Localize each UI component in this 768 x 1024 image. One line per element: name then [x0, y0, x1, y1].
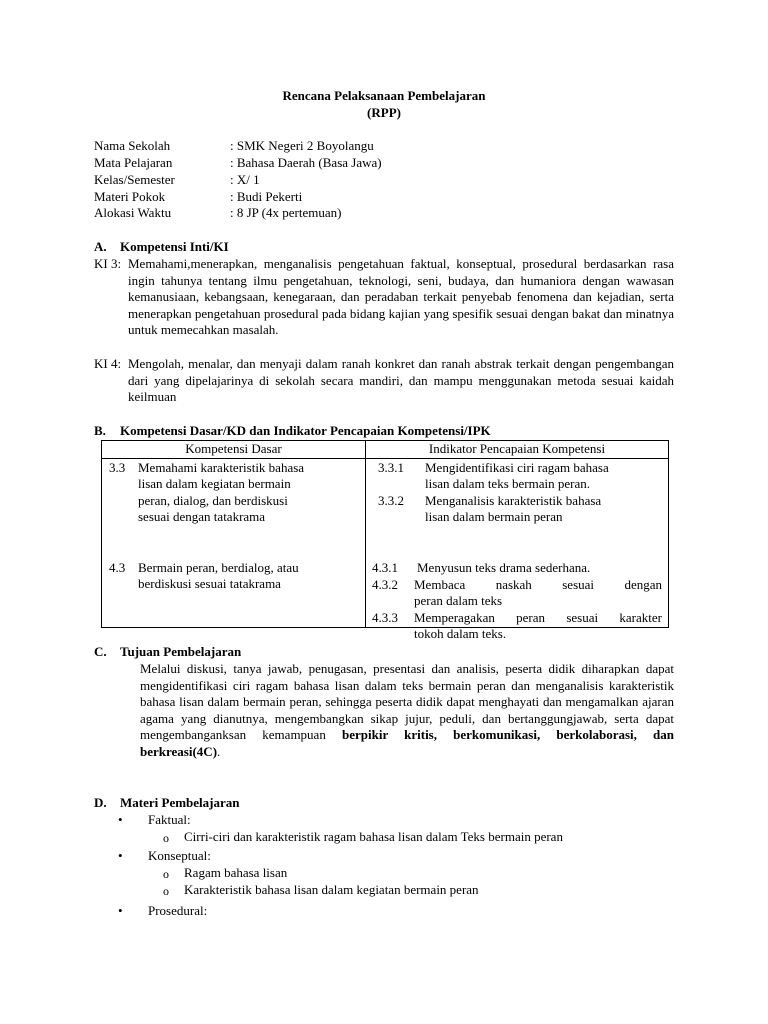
identity-value: : X/ 1: [230, 172, 260, 187]
tujuan-paragraph: [140, 661, 674, 760]
ipk-cell: [366, 458, 669, 641]
ipk-item: [378, 493, 663, 526]
ipk-item: [372, 577, 662, 610]
identity-value: : Bahasa Daerah (Basa Jawa): [230, 155, 382, 170]
ipk-line: Memperagakan peran sesuai karakter: [414, 609, 662, 625]
bullet-icon: •: [118, 812, 123, 827]
table-header-ipk: Indikator Pencapaian Kompetensi: [366, 441, 669, 459]
ipk-line: lisan dalam teks bermain peran.: [425, 476, 590, 491]
ki4-paragraph: [94, 356, 674, 406]
ipk-number: 4.3.3: [372, 609, 398, 625]
section-letter: C.: [94, 644, 107, 659]
identity-value: : SMK Negeri 2 Boyolangu: [230, 138, 374, 153]
tujuan-end: .: [217, 743, 221, 759]
ipk-item: [378, 460, 663, 493]
section-title: Kompetensi Dasar/KD dan Indikator Pencapaian Kompetensi/IPK: [120, 423, 491, 438]
ipk-number: 4.3.2: [372, 576, 398, 592]
ipk-line: peran dalam teks: [414, 593, 503, 608]
ipk-number: 4.3.1: [372, 559, 398, 575]
ipk-number: 3.3.2: [378, 492, 404, 508]
identity-value: : 8 JP (4x pertemuan): [230, 205, 342, 220]
ki3-text: Memahami,menerapkan, menganalisis pengetahuan faktual, konseptual, prosedural berdasarkan rasa ingin tahunya tentang ilmu pengetahuan, teknologi, seni, budaya, dan humaniora dengan wawasan kemanusiaan, kebangsaan, kenegaraan, dan peradaban terkait penyebab fenomena dan kejadian, serta menerapkan pengetahuan prosedural pada bidang kajian yang spesifik sesuai dengan bakat dan minatnya untuk memecahkan masalah.: [128, 256, 674, 337]
tujuan-text: Melalui diskusi, tanya jawab, penugasan, presentasi dan analisis, peserta didik diharapkan dapat mengidentifikasi ciri ragam bahasa lisan dalam teks bermain peran dan menganalisis karakteristik bahasa lisan dalam bermain peran, sehingga peserta didik dapat menghayati dan mengamalkan ajaran agama yang dianutnya, mengembangkan sikap jujur, peduli, dan bertanggungjawab, serta dapat mengembanganksan kemampuan: [140, 661, 674, 742]
identity-label: Kelas/Semester: [94, 172, 175, 187]
kd-line: Bermain peran, berdialog, atau: [138, 559, 299, 575]
materi-konseptual-item: Ragam bahasa lisan: [184, 865, 288, 880]
sub-bullet-icon: o: [163, 884, 169, 898]
ipk-line: Membaca naskah sesuai dengan: [414, 576, 662, 592]
identity-label: Mata Pelajaran: [94, 155, 173, 170]
kd-line: sesuai dengan tatakrama: [138, 509, 266, 524]
materi-prosedural-label: Prosedural:: [148, 903, 208, 918]
section-letter: A.: [94, 239, 107, 254]
identity-label: Alokasi Waktu: [94, 205, 172, 220]
materi-faktual-item: Cirri-ciri dan karakteristik ragam bahasa lisan dalam Teks bermain peran: [184, 829, 563, 844]
ki4-text: Mengolah, menalar, dan menyaji dalam ranah konkret dan ranah abstrak terkait dengan pengembangan dari yang dipelajarinya di sekolah secara mandiri, dan mampu menggunakan metoda sesuai kaidah keilmuan: [128, 356, 674, 404]
kd-cell: [102, 458, 366, 627]
section-d-heading: [94, 795, 239, 812]
kd-line: peran, dialog, dan berdiskusi: [138, 492, 288, 508]
ki3-paragraph: [94, 256, 674, 339]
kd-number: 4.3: [109, 559, 126, 575]
materi-konseptual-label: Konseptual:: [148, 848, 211, 863]
ipk-line: Mengidentifikasi ciri ragam bahasa: [425, 459, 609, 475]
tujuan-bold-text: berpikir kritis, berkomunikasi, berkolaborasi, dan berkreasi(4C): [140, 727, 674, 759]
section-b-heading: [94, 423, 491, 440]
materi-faktual-label: Faktual:: [148, 812, 191, 827]
section-title: Tujuan Pembelajaran: [120, 644, 242, 659]
bullet-icon: •: [118, 848, 123, 863]
section-letter: B.: [94, 423, 106, 438]
ipk-item: [372, 610, 662, 643]
kd-item: [109, 560, 364, 593]
kd-ipk-table: [101, 440, 669, 641]
ipk-number: 3.3.1: [378, 459, 404, 475]
section-title: Materi Pembelajaran: [120, 795, 240, 810]
doc-subtitle: (RPP): [367, 105, 401, 120]
section-letter: D.: [94, 795, 107, 810]
kd-line: lisan dalam kegiatan bermain: [138, 476, 291, 491]
kd-number: 3.3: [109, 459, 126, 475]
ki3-tag: KI 3:: [94, 256, 122, 271]
kd-line: berdiskusi sesuai tatakrama: [138, 576, 281, 591]
table-header-kd: Kompetensi Dasar: [102, 441, 366, 459]
materi-konseptual-item: Karakteristik bahasa lisan dalam kegiatan bermain peran: [184, 882, 479, 897]
ipk-line: Menganalisis karakteristik bahasa: [425, 492, 602, 508]
section-title: Kompetensi Inti/KI: [120, 239, 229, 254]
sub-bullet-icon: o: [163, 831, 169, 845]
section-a-heading: [94, 239, 229, 256]
sub-bullet-icon: o: [163, 867, 169, 881]
ipk-line: lisan dalam bermain peran: [425, 509, 563, 524]
doc-title: Rencana Pelaksanaan Pembelajaran: [282, 88, 486, 103]
kd-item: [109, 460, 364, 526]
ipk-line: tokoh dalam teks.: [414, 626, 507, 641]
kd-line: Memahami karakteristik bahasa: [138, 459, 305, 475]
identity-value: : Budi Pekerti: [230, 189, 303, 204]
section-c-heading: [94, 644, 241, 661]
ipk-line: Menyusun teks drama sederhana.: [417, 559, 591, 575]
ki4-tag: KI 4:: [94, 356, 122, 371]
identity-label: Materi Pokok: [94, 189, 166, 204]
identity-label: Nama Sekolah: [94, 138, 171, 153]
ipk-item: [372, 560, 662, 577]
bullet-icon: •: [118, 903, 123, 918]
